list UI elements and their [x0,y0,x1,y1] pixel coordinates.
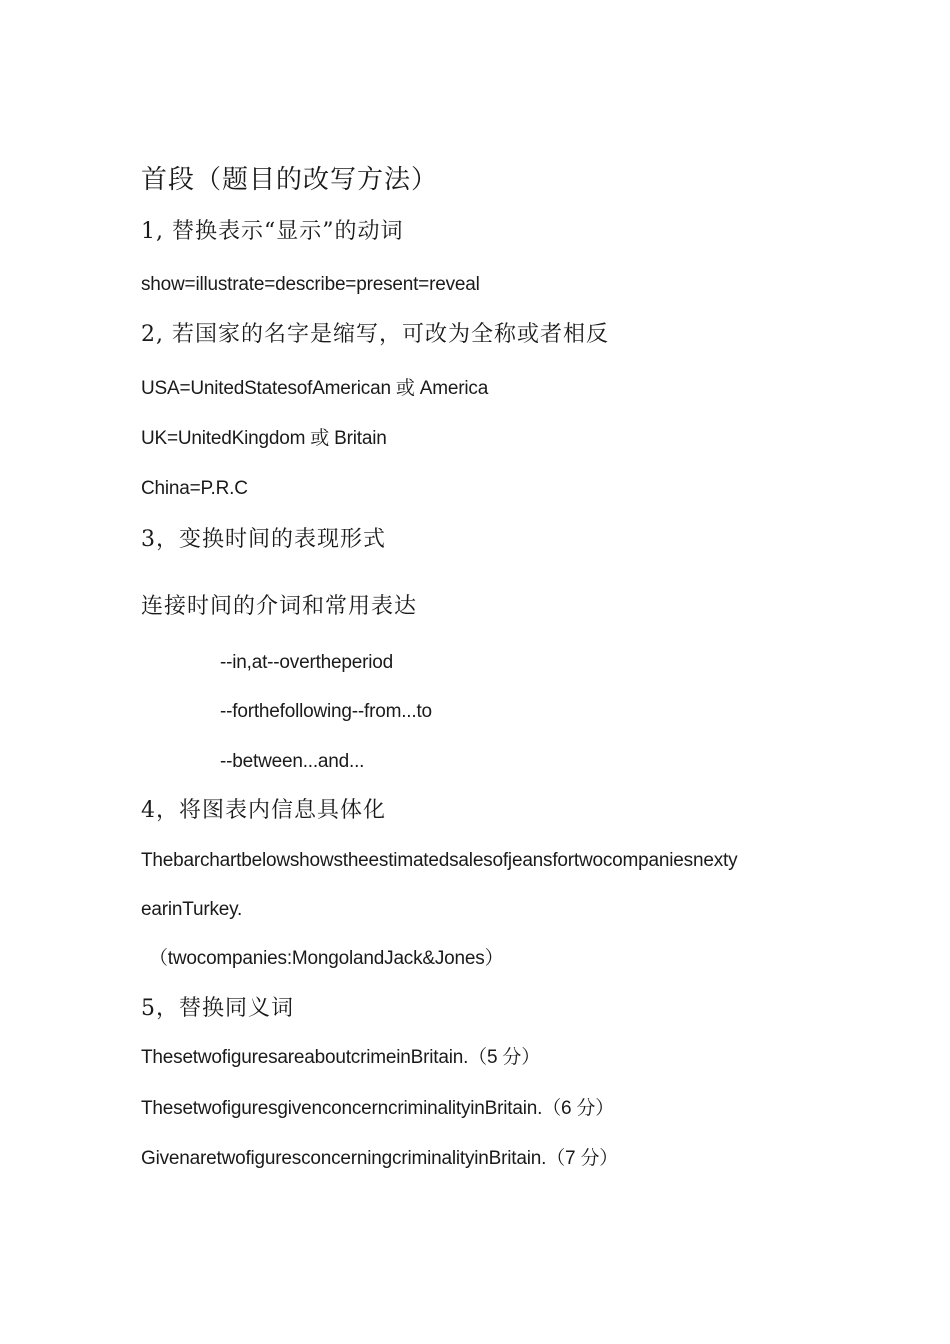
section-1-synonyms: show=illustrate=describe=present=reveal [141,274,480,295]
section-1-heading: 1, 替换表示“显示”的动词 [141,219,404,244]
section-2-example-china: China=P.R.C [141,478,248,499]
section-3-item-1: --in,at--overtheperiod [220,652,394,673]
section-5-example-2: ThesetwofiguresgivenconcerncriminalityinBritain.（6 分） [141,1098,615,1119]
section-2-heading: 2, 若国家的名字是缩写，可改为全称或者相反 [141,322,609,347]
section-2-example-usa: USA=UnitedStatesofAmerican 或 America [141,378,489,399]
section-4-sentence-line-1: Thebarchartbelowshowstheestimatedsalesofjeansfortwocompaniesnexty [141,850,738,871]
section-3-heading: 3，变换时间的表现形式 [141,527,386,552]
section-4-note: （twocompanies:MongolandJack&Jones） [149,948,504,969]
section-4-heading: 4，将图表内信息具体化 [141,798,386,823]
section-5-heading: 5，替换同义词 [141,996,294,1021]
section-3-subheading: 连接时间的介词和常用表达 [141,594,418,619]
section-5-example-1: ThesetwofiguresareaboutcrimeinBritain.（5 分） [141,1047,541,1068]
section-3-item-3: --between...and... [220,751,365,772]
page-title: 首段（题目的改写方法） [141,165,439,195]
section-5-example-3: GivenaretwofiguresconcerningcriminalityinBritain.（7 分） [141,1148,619,1169]
section-3-item-2: --forthefollowing--from...to [220,701,432,722]
section-4-sentence-line-2: earinTurkey. [141,899,243,920]
section-2-example-uk: UK=UnitedKingdom 或 Britain [141,428,387,449]
